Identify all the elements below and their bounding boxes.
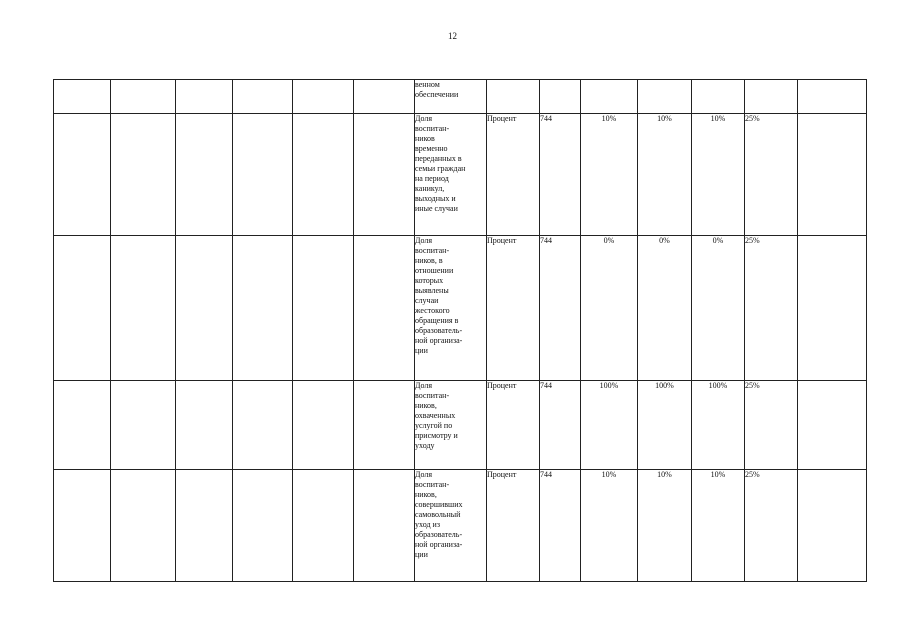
indicator-name-cell xyxy=(415,80,487,114)
table-row xyxy=(54,470,867,582)
empty-cell xyxy=(798,114,867,236)
empty-cell xyxy=(354,236,415,381)
indicator-name-line: совершивших xyxy=(415,500,463,509)
indicator-name-line: Доля xyxy=(415,470,433,479)
indicator-name-line: ции xyxy=(415,346,428,355)
indicator-name-line: ников, xyxy=(415,401,437,410)
indicator-name-line: ной организа- xyxy=(415,540,463,549)
empty-cell xyxy=(111,236,176,381)
indicator-name-line: семьи граждан xyxy=(415,164,466,173)
empty-cell xyxy=(293,236,354,381)
value-text: 0% xyxy=(659,236,670,245)
indicator-name-line: жестокого xyxy=(415,306,450,315)
okei-code-cell xyxy=(540,80,581,114)
value-cell xyxy=(581,381,638,470)
value-cell xyxy=(581,470,638,582)
value-cell xyxy=(638,381,692,470)
empty-cell xyxy=(354,381,415,470)
indicator-name-cell xyxy=(415,114,487,236)
indicator-name-line: Доля xyxy=(415,381,433,390)
value-cell xyxy=(581,114,638,236)
indicator-name-line: каникул, xyxy=(415,184,445,193)
value-cell xyxy=(692,114,745,236)
indicators-table xyxy=(53,79,867,582)
indicator-name-line: которых xyxy=(415,276,444,285)
empty-cell xyxy=(54,381,111,470)
value-text: 10% xyxy=(601,470,617,479)
empty-cell xyxy=(798,80,867,114)
empty-cell xyxy=(293,470,354,582)
indicator-name-line: услугой по xyxy=(415,421,453,430)
indicator-name-line: воспитан- xyxy=(415,124,450,133)
empty-cell xyxy=(54,80,111,114)
indicator-name-line: уходу xyxy=(415,441,435,450)
indicator-name-line: на период xyxy=(415,174,449,183)
indicator-name-line: переданных в xyxy=(415,154,462,163)
indicator-name-line: Доля xyxy=(415,236,433,245)
indicator-name-line: Доля xyxy=(415,114,433,123)
empty-cell xyxy=(293,381,354,470)
value-cell xyxy=(638,80,692,114)
empty-cell xyxy=(233,80,293,114)
indicator-name-line: ции xyxy=(415,550,428,559)
empty-cell xyxy=(354,470,415,582)
value-text: 10% xyxy=(657,470,672,479)
indicator-name-line: образователь- xyxy=(415,326,463,335)
okei-code-cell: 744 xyxy=(540,381,581,470)
empty-cell xyxy=(176,236,233,381)
empty-cell xyxy=(54,114,111,236)
value-text: 10% xyxy=(601,114,617,123)
value-text: 10% xyxy=(710,470,726,479)
empty-cell xyxy=(111,80,176,114)
indicator-name-line: ников, в xyxy=(415,256,443,265)
indicator-name-line: охваченных xyxy=(415,411,456,420)
empty-cell xyxy=(293,114,354,236)
deviation-cell: 25% xyxy=(745,236,798,381)
okei-code-cell: 744 xyxy=(540,114,581,236)
indicator-name-line: обращения в xyxy=(415,316,459,325)
empty-cell xyxy=(798,470,867,582)
empty-cell xyxy=(176,470,233,582)
indicator-name-line: временно xyxy=(415,144,448,153)
empty-cell xyxy=(233,381,293,470)
value-cell xyxy=(581,236,638,381)
empty-cell xyxy=(293,80,354,114)
indicator-name-line: иные случаи xyxy=(415,204,458,213)
value-cell xyxy=(692,236,745,381)
value-cell xyxy=(638,114,692,236)
value-cell xyxy=(692,80,745,114)
value-text: 100% xyxy=(599,381,619,390)
indicator-name-line: ников, xyxy=(415,490,437,499)
value-text: 0% xyxy=(712,236,724,245)
indicator-name-line: самовольный xyxy=(415,510,461,519)
page-number: 12 xyxy=(448,31,457,41)
unit-cell: Процент xyxy=(487,236,540,381)
indicator-name-cell xyxy=(415,381,487,470)
empty-cell xyxy=(798,236,867,381)
empty-cell xyxy=(176,114,233,236)
unit-cell: Процент xyxy=(487,114,540,236)
unit-cell: Процент xyxy=(487,470,540,582)
empty-cell xyxy=(354,80,415,114)
value-cell xyxy=(692,381,745,470)
empty-cell xyxy=(54,236,111,381)
empty-cell xyxy=(233,236,293,381)
value-cell xyxy=(638,470,692,582)
indicator-name-line: ников xyxy=(415,134,435,143)
indicator-name-line: случаи xyxy=(415,296,439,305)
value-text: 100% xyxy=(655,381,674,390)
table-row xyxy=(54,381,867,470)
indicator-name-cell xyxy=(415,236,487,381)
indicator-name-line: присмотру и xyxy=(415,431,458,440)
value-cell xyxy=(692,470,745,582)
value-text: 10% xyxy=(657,114,672,123)
deviation-cell: 25% xyxy=(745,381,798,470)
empty-cell xyxy=(798,381,867,470)
unit-cell xyxy=(487,80,540,114)
indicator-name-line: воспитан- xyxy=(415,480,450,489)
indicator-name-line: отношении xyxy=(415,266,454,275)
empty-cell xyxy=(233,114,293,236)
empty-cell xyxy=(54,470,111,582)
deviation-cell: 25% xyxy=(745,470,798,582)
empty-cell xyxy=(111,114,176,236)
indicator-name-cell xyxy=(415,470,487,582)
indicator-name-line: выявлены xyxy=(415,286,449,295)
deviation-cell xyxy=(745,80,798,114)
empty-cell xyxy=(111,381,176,470)
empty-cell xyxy=(354,114,415,236)
indicator-name-line: выходных и xyxy=(415,194,456,203)
indicator-name-line: воспитан- xyxy=(415,246,450,255)
indicator-name-line: венном xyxy=(415,80,440,89)
indicator-name-line: ной организа- xyxy=(415,336,463,345)
table-row xyxy=(54,80,867,114)
empty-cell xyxy=(176,381,233,470)
indicator-name-line: обеспечении xyxy=(415,90,459,99)
indicator-name-line: образователь- xyxy=(415,530,463,539)
value-text: 10% xyxy=(710,114,726,123)
value-cell xyxy=(638,236,692,381)
indicator-name-line: уход из xyxy=(415,520,440,529)
table-row xyxy=(54,236,867,381)
empty-cell xyxy=(176,80,233,114)
table-row xyxy=(54,114,867,236)
value-text: 100% xyxy=(708,381,728,390)
empty-cell xyxy=(111,470,176,582)
okei-code-cell: 744 xyxy=(540,236,581,381)
okei-code-cell: 744 xyxy=(540,470,581,582)
value-text: 0% xyxy=(603,236,615,245)
indicator-name-line: воспитан- xyxy=(415,391,450,400)
unit-cell: Процент xyxy=(487,381,540,470)
empty-cell xyxy=(233,470,293,582)
value-cell xyxy=(581,80,638,114)
deviation-cell: 25% xyxy=(745,114,798,236)
